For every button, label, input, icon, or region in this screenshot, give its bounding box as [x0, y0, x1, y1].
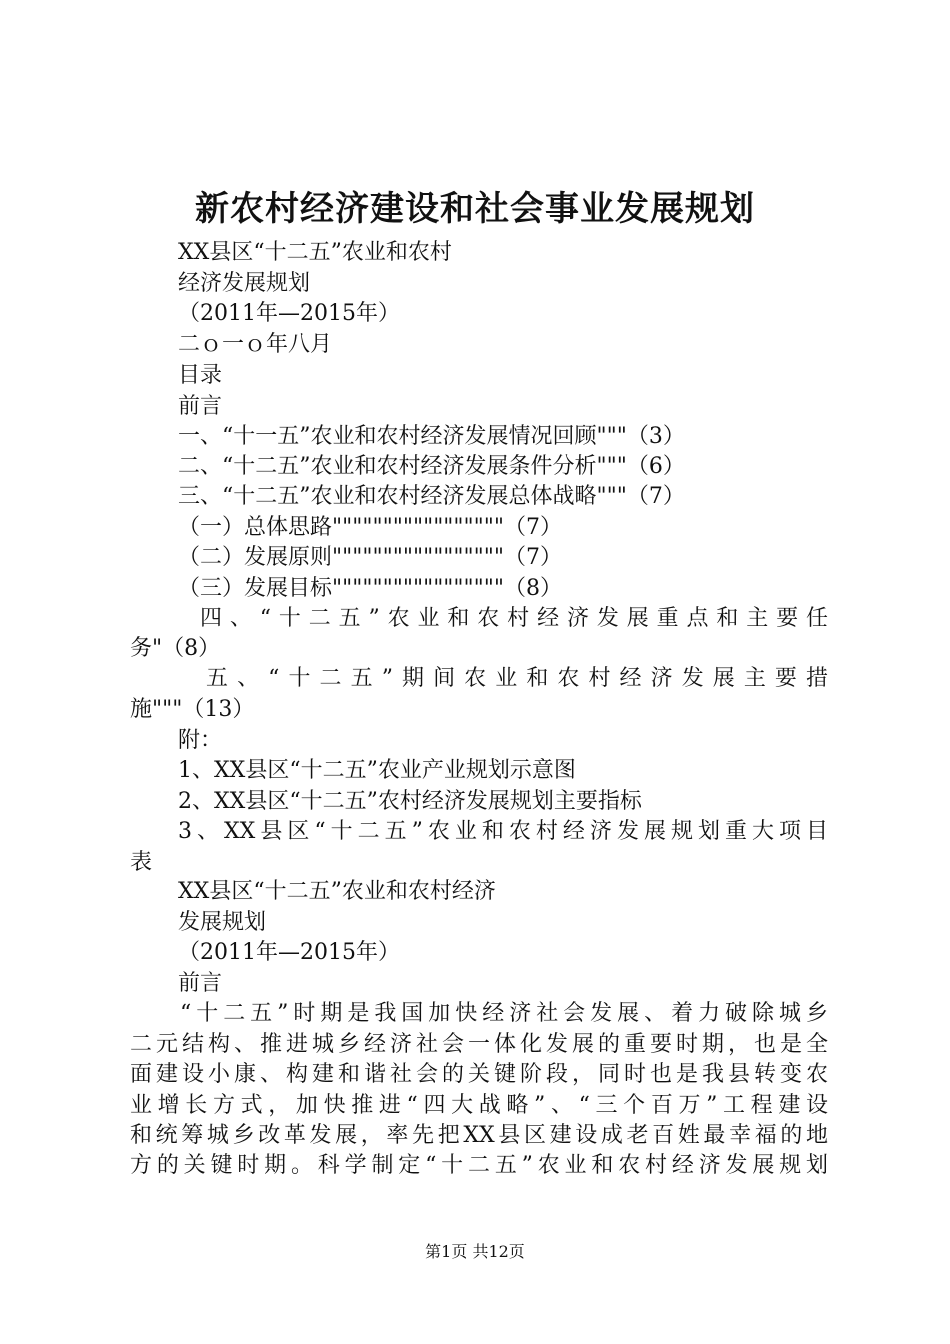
appendix-item-2: 2、XX县区“十二五”农村经济发展规划主要指标 — [178, 789, 642, 814]
toc-heading: 目录 — [178, 363, 223, 388]
paragraph-line: 二元结构、推进城乡经济社会一体化发展的重要时期，也是全 — [130, 1032, 828, 1057]
appendix-item-3-line-1: 3、XX县区“十二五”农业和农村经济发展规划重大项目 — [178, 819, 828, 844]
paragraph-line: 方的关键时期。科学制定“十二五”农业和农村经济发展规划 — [130, 1153, 828, 1178]
toc-preface: 前言 — [178, 394, 223, 419]
cover-line-2: 经济发展规划 — [178, 271, 311, 296]
paragraph-line: 业增长方式，加快推进“四大战略”、“三个百万”工程建设 — [130, 1093, 828, 1118]
toc-item-3: 三、“十二五”农业和农村经济发展总体战略"""（7） — [178, 484, 685, 509]
paragraph-line: 面建设小康、构建和谐社会的关键阶段，同时也是我县转变农 — [130, 1062, 828, 1087]
toc-sub-2: （二）发展原则"""""""""""""""""（7） — [178, 545, 563, 570]
paragraph-line: “十二五”时期是我国加快经济社会发展、着力破除城乡 — [180, 1001, 828, 1026]
appendix-item-3-line-2: 表 — [130, 850, 153, 875]
cover-years: （2011年—2015年） — [178, 301, 400, 326]
toc-sub-3: （三）发展目标"""""""""""""""""（8） — [178, 576, 563, 601]
appendix-item-1: 1、XX县区“十二五”农业产业规划示意图 — [178, 758, 576, 783]
toc-item-2: 二、“十二五”农业和农村经济发展条件分析"""（6） — [178, 454, 685, 479]
document-title: 新农村经济建设和社会事业发展规划 — [195, 189, 755, 229]
body-heading-line-1: XX县区“十二五”农业和农村经济 — [178, 879, 496, 904]
toc-item-4-line-1: 四、“十二五”农业和农村经济发展重点和主要任 — [200, 606, 828, 631]
toc-sub-1: （一）总体思路"""""""""""""""""（7） — [178, 515, 563, 540]
appendix-heading: 附： — [178, 728, 223, 753]
page-number-footer: 第1页 共12页 — [425, 1242, 525, 1261]
body-preface-heading: 前言 — [178, 971, 223, 996]
body-heading-line-2: 发展规划 — [178, 910, 267, 935]
cover-date: 二ｏ一ｏ年八月 — [178, 332, 333, 357]
toc-item-5-line-2: 施"""（13） — [130, 697, 255, 722]
toc-item-1: 一、“十一五”农业和农村经济发展情况回顾"""（3） — [178, 424, 685, 449]
cover-line-1: XX县区“十二五”农业和农村 — [178, 240, 452, 265]
toc-item-4-line-2: 务"（8） — [130, 636, 221, 661]
toc-item-5-line-1: 五、“十二五”期间农业和农村经济发展主要措 — [206, 666, 828, 691]
body-heading-years: （2011年—2015年） — [178, 940, 400, 965]
paragraph-line: 和统筹城乡改革发展，率先把XX县区建设成老百姓最幸福的地 — [130, 1123, 828, 1148]
